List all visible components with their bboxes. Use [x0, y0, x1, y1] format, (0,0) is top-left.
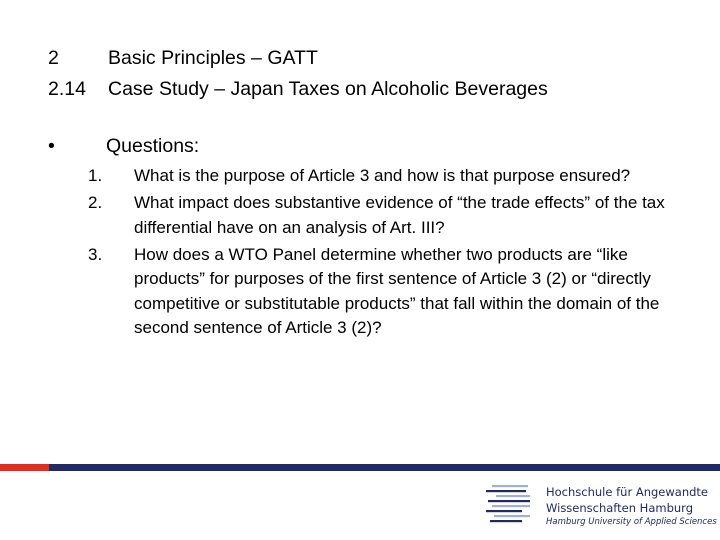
- question-item: [88, 191, 688, 240]
- section-title: Basic Principles – GATT: [108, 47, 318, 69]
- institution-name: [546, 484, 717, 529]
- question-number: 1.: [88, 166, 103, 185]
- question-item: [88, 243, 688, 341]
- questions-label: Questions:: [106, 135, 200, 157]
- question-number: 2.: [88, 193, 103, 212]
- institution-line-1: Hochschule für Angewandte: [546, 485, 708, 499]
- haw-hamburg-logo-icon: [486, 484, 534, 526]
- bullet-icon: •: [48, 135, 55, 157]
- section-number: 2: [48, 47, 59, 69]
- question-text: How does a WTO Panel determine whether two products are “like products” for purposes of the first sentence of Article 3 (2) or “directly competitive or substitutable products” that fall within the domain of the second sentence of Article 3 (2)?: [134, 244, 660, 337]
- footer-stripe-red: [0, 464, 49, 471]
- subsection-title: Case Study – Japan Taxes on Alcoholic Beverages: [108, 78, 548, 100]
- question-text: What impact does substantive evidence of “the trade effects” of the tax differential have on an analysis of Art. III?: [134, 193, 665, 237]
- question-text: What is the purpose of Article 3 and how is that purpose ensured?: [134, 166, 631, 185]
- subsection-number: 2.14: [48, 78, 86, 100]
- questions-list: [88, 164, 688, 343]
- institution-line-3: Hamburg University of Applied Sciences: [546, 517, 717, 527]
- institution-line-2: Wissenschaften Hamburg: [546, 501, 693, 515]
- question-number: 3.: [88, 244, 103, 264]
- footer-stripe-navy: [49, 464, 720, 471]
- question-item: [88, 164, 688, 189]
